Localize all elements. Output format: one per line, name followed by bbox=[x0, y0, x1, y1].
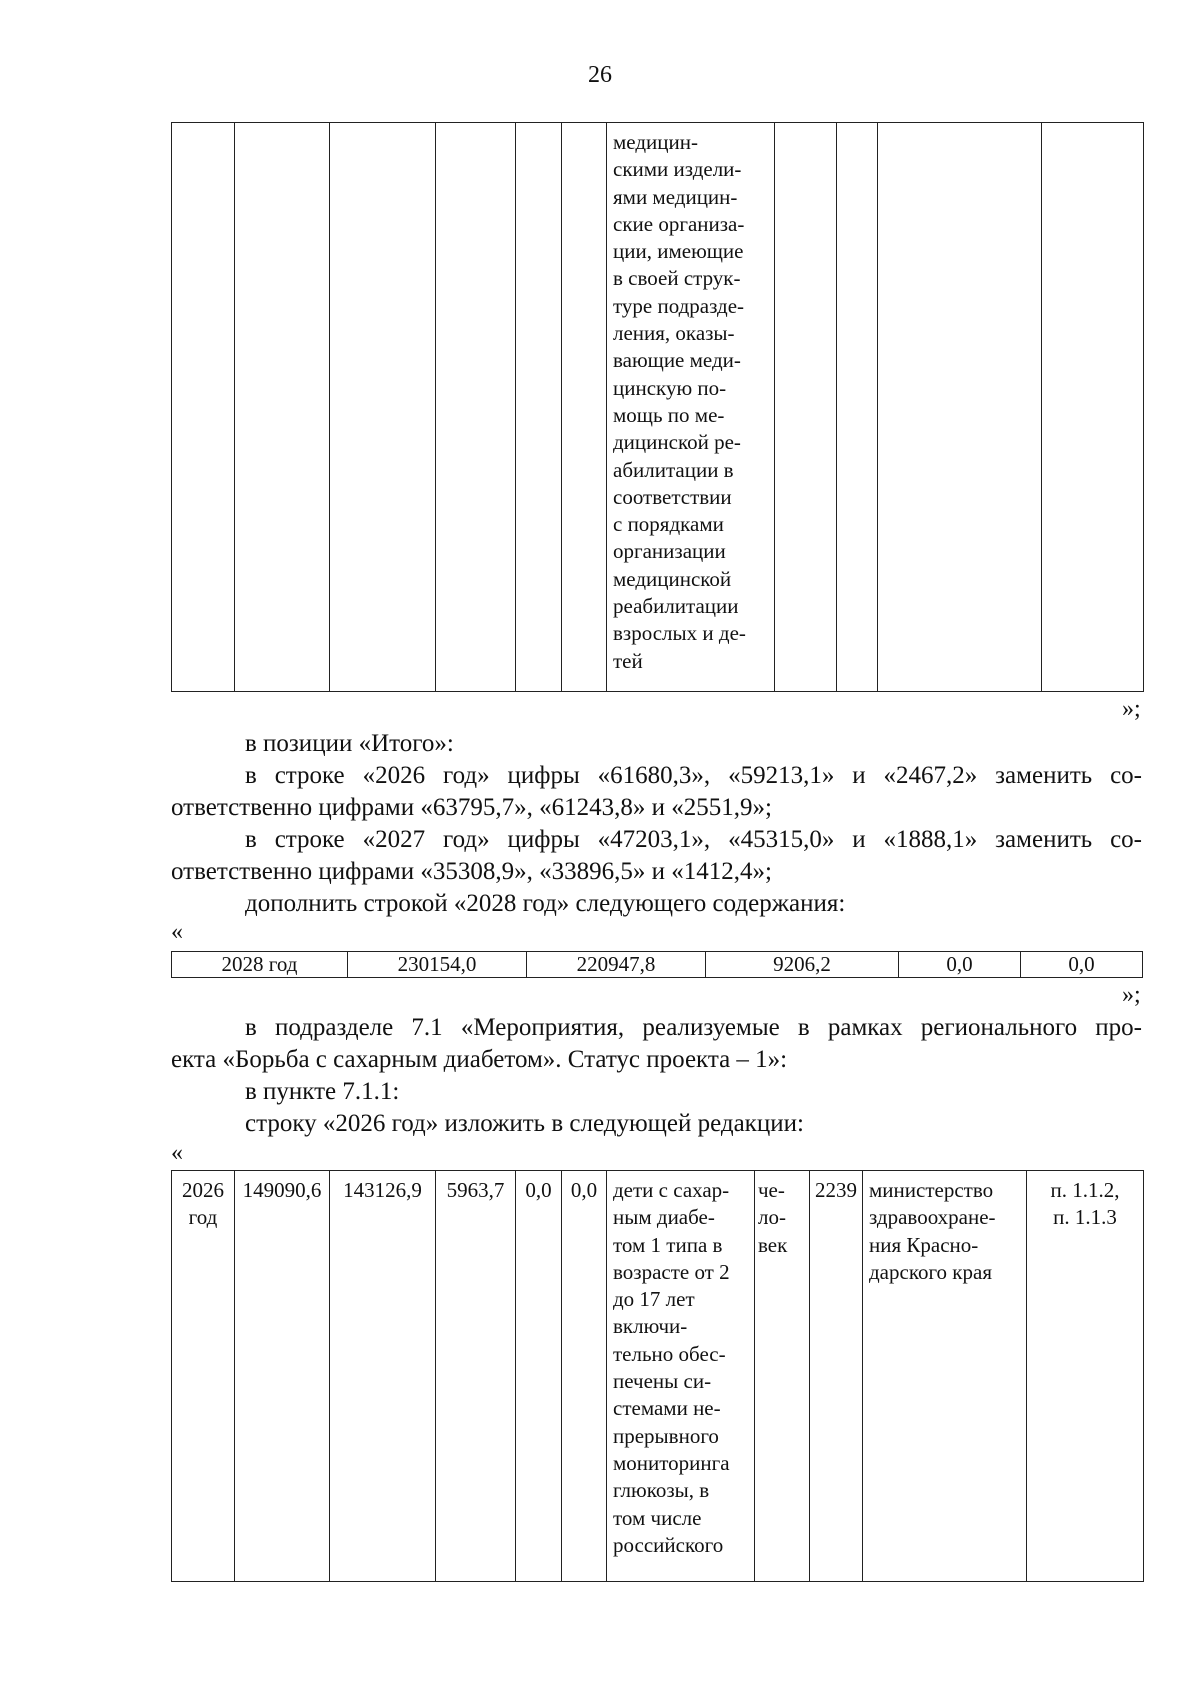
table-cell: 0,0 bbox=[899, 952, 1021, 978]
table-cell bbox=[1027, 1171, 1144, 1582]
table-cell bbox=[837, 123, 878, 692]
table-cell bbox=[235, 1171, 330, 1582]
table-cell bbox=[330, 1171, 436, 1582]
table-cell: 220947,8 bbox=[527, 952, 706, 978]
close-quote-2: »; bbox=[1122, 982, 1141, 1008]
open-quote-1: « bbox=[171, 919, 183, 945]
value-cell: 2239 bbox=[815, 1178, 857, 1202]
paragraph-line: в строке «2026 год» цифры «61680,3», «59213,1» и «2467,2» заменить со- bbox=[245, 762, 1142, 789]
paragraph-line: в строке «2027 год» цифры «47203,1», «45315,0» и «1888,1» заменить со- bbox=[245, 826, 1142, 853]
page-number: 26 bbox=[588, 62, 612, 88]
open-quote-2: « bbox=[171, 1140, 183, 1166]
table-cell bbox=[755, 1171, 810, 1582]
table-cell bbox=[172, 123, 235, 692]
paragraph-line: в подразделе 7.1 «Мероприятия, реализуемые в рамках регионального про- bbox=[245, 1014, 1142, 1041]
unit-cell: че- ло- век bbox=[758, 1178, 788, 1257]
paragraph-line: екта «Борьба с сахарным диабетом». Статус проекта – 1»: bbox=[171, 1046, 788, 1073]
paragraph-line: ответственно цифрами «63795,7», «61243,8» и «2551,9»; bbox=[171, 794, 772, 821]
table-cell bbox=[1042, 123, 1144, 692]
table-cell bbox=[516, 123, 562, 692]
table-cell bbox=[235, 123, 330, 692]
table-cell bbox=[562, 123, 607, 692]
local-cell: 0,0 bbox=[525, 1178, 552, 1202]
row-2026-table bbox=[171, 1170, 1144, 1582]
table-cell: 2028 год bbox=[172, 952, 348, 978]
executor-cell: министерство здравоохране- ния Красно- дарского края bbox=[869, 1178, 996, 1284]
table-cell: 9206,2 bbox=[706, 952, 899, 978]
paragraph-line: в пункте 7.1.1: bbox=[245, 1078, 400, 1105]
table-cell bbox=[810, 1171, 863, 1582]
table-cell bbox=[607, 1171, 755, 1582]
paragraph-line: дополнить строкой «2028 год» следующего содержания: bbox=[245, 890, 846, 917]
top-table bbox=[171, 122, 1144, 692]
table-cell bbox=[863, 1171, 1027, 1582]
table-cell: 230154,0 bbox=[348, 952, 527, 978]
table-cell bbox=[516, 1171, 562, 1582]
table-cell bbox=[436, 1171, 516, 1582]
close-quote-1: »; bbox=[1122, 696, 1141, 722]
other-cell: 0,0 bbox=[570, 1178, 598, 1202]
row-2028-table bbox=[171, 951, 1143, 978]
total-cell: 149090,6 bbox=[242, 1178, 322, 1202]
table-cell bbox=[330, 123, 436, 692]
table-cell bbox=[878, 123, 1042, 692]
reference-cell: п. 1.1.2, п. 1.1.3 bbox=[1050, 1178, 1120, 1229]
table-cell bbox=[562, 1171, 607, 1582]
paragraph-line: строку «2026 год» изложить в следующей редакции: bbox=[245, 1110, 804, 1137]
description-cell: медицин- скими издели- ями медицин- ские организа- ции, имеющие в своей струк- туре подразде- ления, оказы- вающие меди- цинскую по- мощь по ме- дицинской ре- абилитации в соответствии с порядками организации медицинской реабилитации взрослых и де- тей bbox=[613, 130, 746, 673]
paragraph-line: в позиции «Итого»: bbox=[245, 730, 454, 757]
regional-cell: 5963,7 bbox=[446, 1178, 505, 1202]
year-cell: 2026 год bbox=[182, 1178, 224, 1229]
table-cell: 0,0 bbox=[1021, 952, 1143, 978]
table-cell bbox=[607, 123, 775, 692]
indicator-cell: дети с сахар- ным диабе- том 1 типа в возрасте от 2 до 17 лет включи- тельно обес- печены си- стемами не- прерывного мониторинга глюкозы, в том числе российского bbox=[613, 1178, 730, 1557]
paragraph-line: ответственно цифрами «35308,9», «33896,5» и «1412,4»; bbox=[171, 858, 772, 885]
table-cell bbox=[172, 1171, 235, 1582]
federal-cell: 143126,9 bbox=[343, 1178, 422, 1202]
table-cell bbox=[775, 123, 837, 692]
table-cell bbox=[436, 123, 516, 692]
